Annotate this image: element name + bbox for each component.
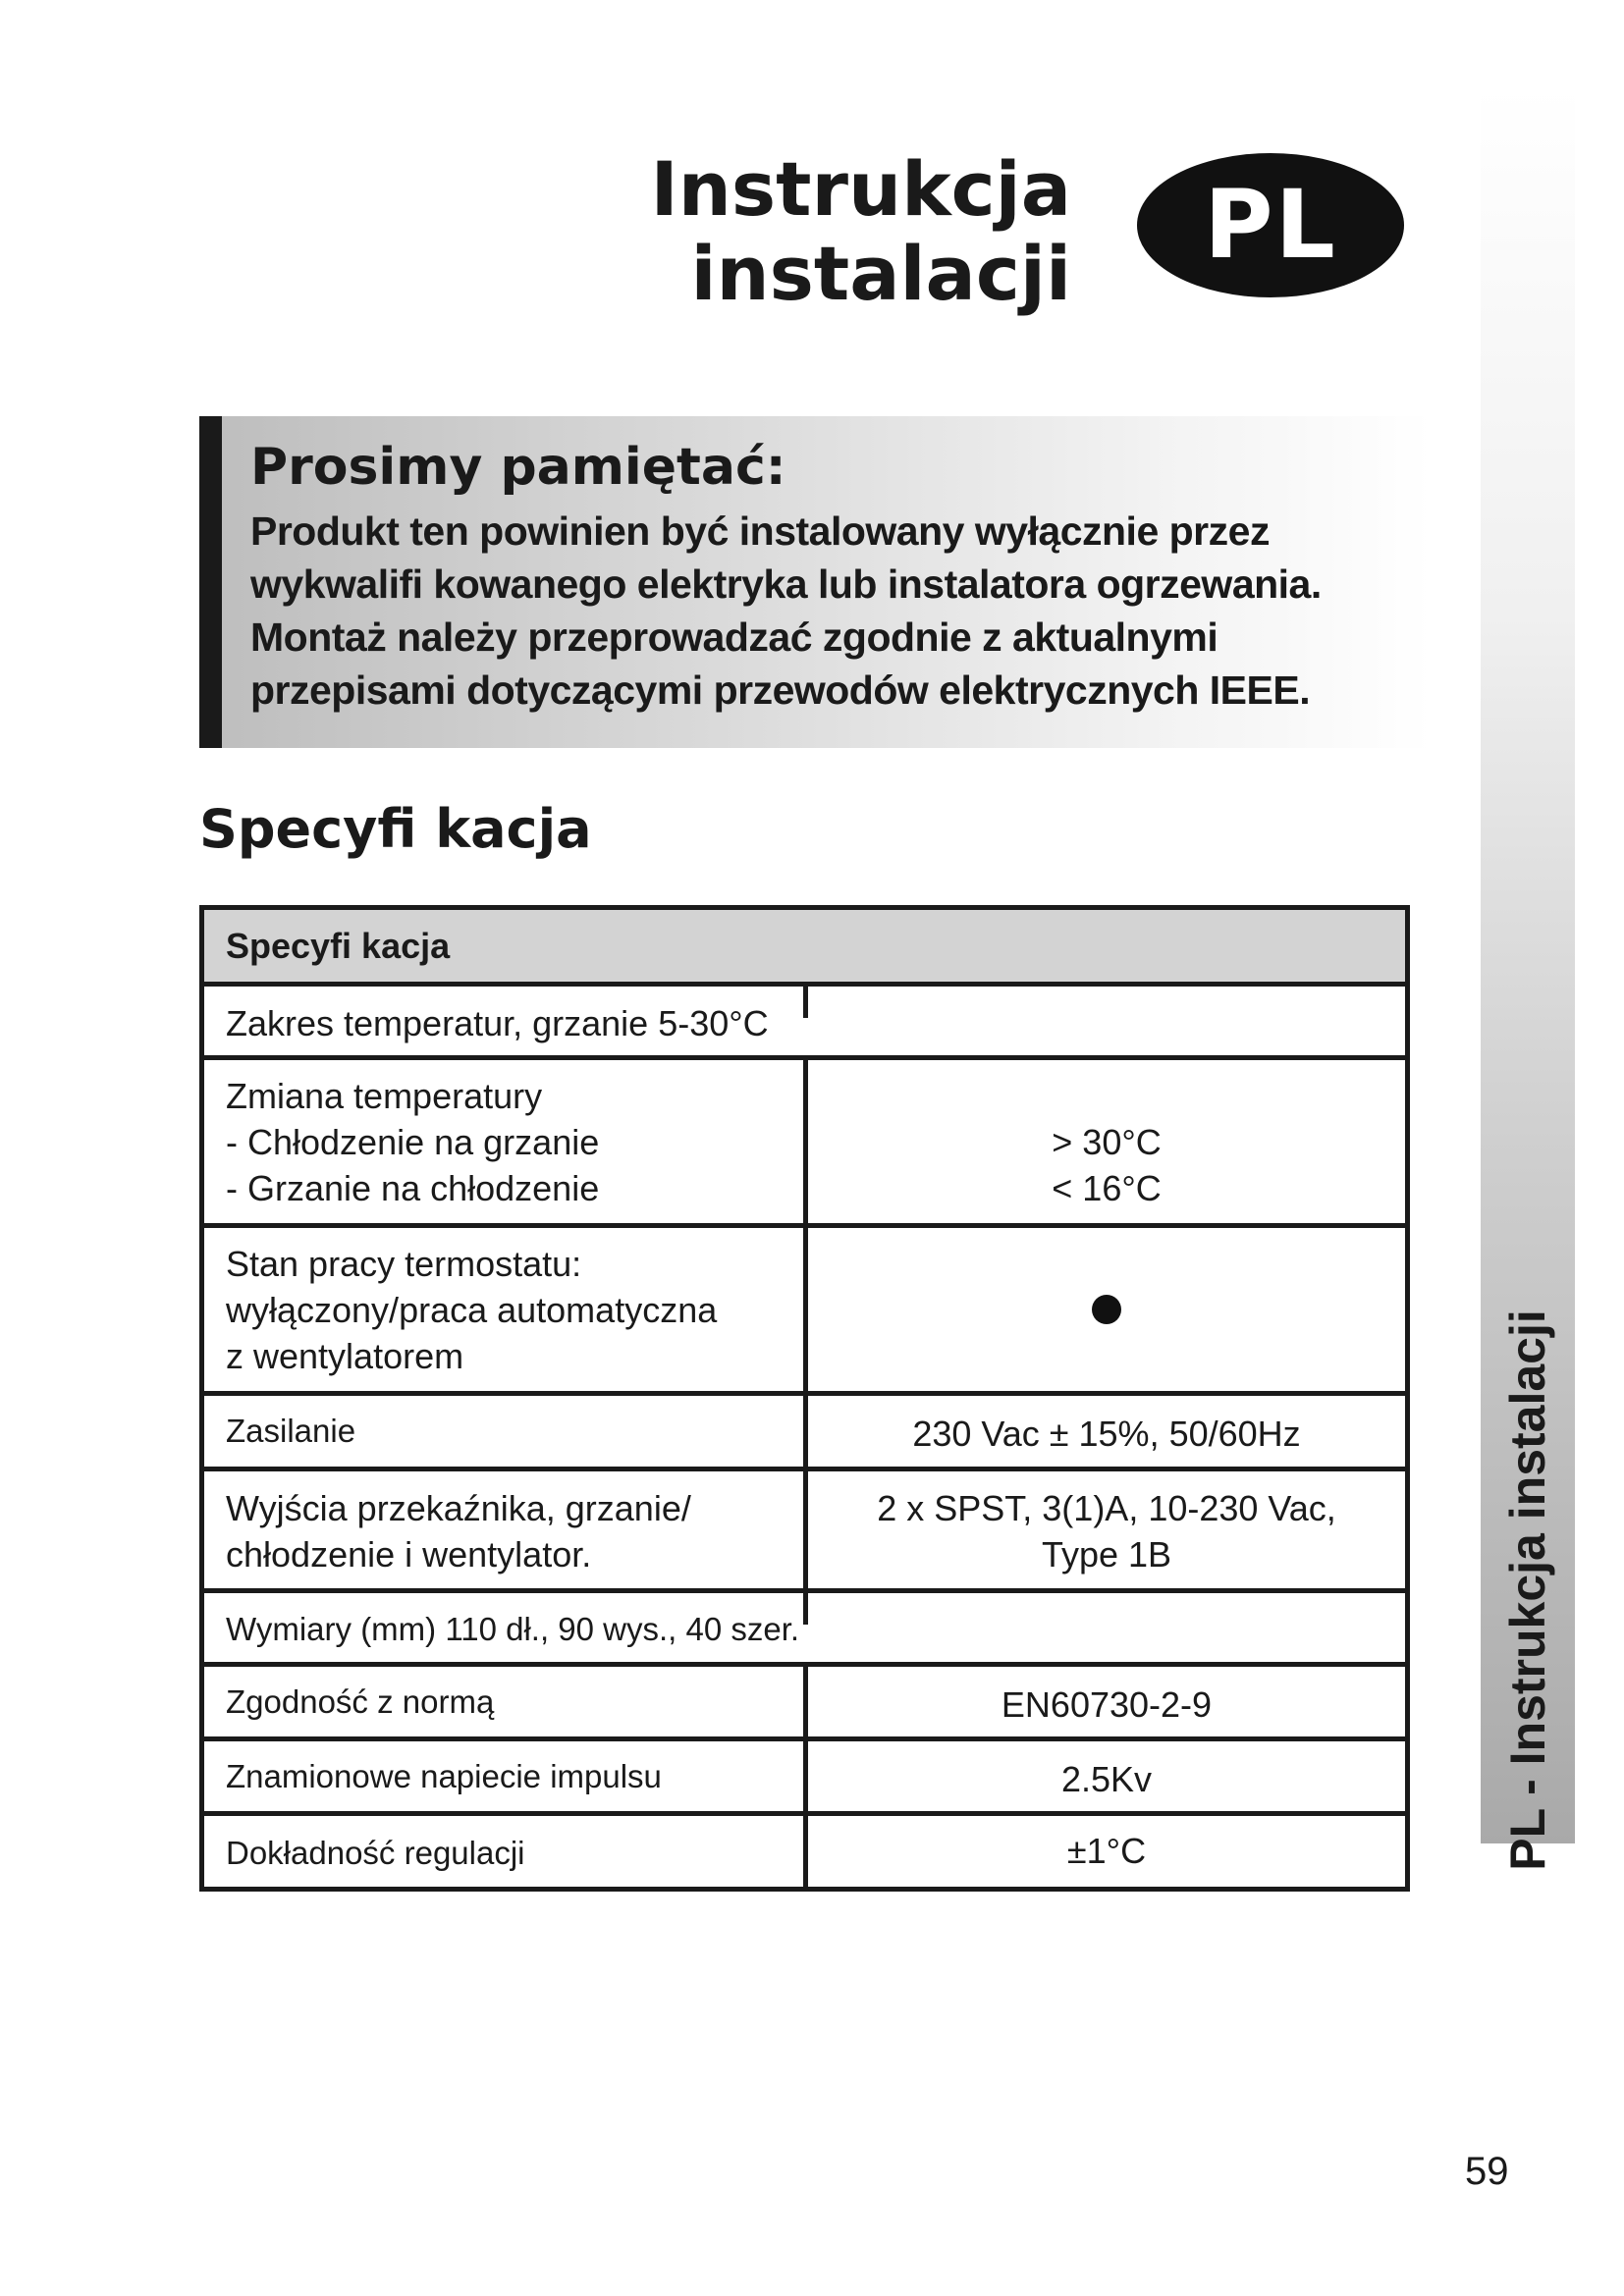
- table-cell-label: Dokładność regulacji: [226, 1835, 525, 1871]
- notice-line: wykwalifi kowanego elektryka lub instalatora ogrzewania.: [250, 561, 1322, 607]
- table-row: [204, 1467, 1405, 1588]
- label-line: Stan pracy termostatu:: [226, 1244, 582, 1284]
- value-line: 2 x SPST, 3(1)A, 10-230 Vac,: [877, 1488, 1336, 1528]
- column-divider: [803, 987, 808, 1018]
- language-badge: PL: [1137, 153, 1404, 297]
- table-cell-value: 230 Vac ± 15%, 50/60Hz: [912, 1414, 1301, 1454]
- table-cell-value: [808, 1485, 1405, 1577]
- table-row: [204, 1588, 1405, 1662]
- title-line-1: Instrukcja: [650, 145, 1071, 233]
- table-cell-label: Znamionowe napiecie impulsu: [226, 1758, 662, 1794]
- table-cell-value: ±1°C: [1066, 1831, 1147, 1871]
- column-divider: [803, 1593, 808, 1625]
- notice-box: [199, 416, 1432, 748]
- table-header-row: [204, 910, 1405, 982]
- label-line: - Grzanie na chłodzenie: [226, 1168, 600, 1208]
- value-line: Type 1B: [1041, 1534, 1172, 1575]
- table-row: [204, 982, 1405, 1055]
- table-header-label: Specyfi kacja: [226, 926, 451, 966]
- notice-line: Montaż należy przeprowadzać zgodnie z aktualnymi: [250, 614, 1218, 660]
- table-cell-value: 2.5Kv: [1060, 1759, 1153, 1799]
- notice-accent-bar: [199, 416, 222, 748]
- table-row: [204, 1055, 1405, 1223]
- table-cell-label: Wymiary (mm) 110 dł., 90 wys., 40 szer.: [226, 1611, 800, 1647]
- value-line: < 16°C: [1052, 1168, 1162, 1208]
- label-line: chłodzenie i wentylator.: [226, 1534, 592, 1575]
- table-row: [204, 1811, 1405, 1887]
- notice-body: [250, 505, 1429, 717]
- table-cell-value: EN60730-2-9: [1001, 1684, 1213, 1725]
- filled-dot-icon: [1092, 1295, 1121, 1324]
- value-line: > 30°C: [1052, 1122, 1162, 1162]
- notice-line: Produkt ten powinien być instalowany wyłącznie przez: [250, 508, 1270, 554]
- label-line: - Chłodzenie na grzanie: [226, 1122, 600, 1162]
- side-tab-label: PL - Instrukcja instalacji: [1500, 1309, 1555, 1871]
- table-cell-value: [808, 1119, 1405, 1211]
- section-heading: Specyfi kacja: [199, 798, 592, 860]
- label-line: z wentylatorem: [226, 1336, 464, 1376]
- table-row: [204, 1736, 1405, 1811]
- spec-table: [199, 905, 1410, 1892]
- table-cell-label: Zgodność z normą: [226, 1683, 495, 1720]
- label-line: wyłączony/praca automatyczna: [226, 1290, 718, 1330]
- page-title: [651, 147, 1071, 316]
- table-row: [204, 1662, 1405, 1736]
- table-row: [204, 1223, 1405, 1391]
- label-line: Wyjścia przekaźnika, grzanie/: [226, 1488, 691, 1528]
- table-cell-value: [808, 1295, 1405, 1329]
- notice-heading: Prosimy pamiętać:: [250, 438, 786, 497]
- table-cell-label: Zakres temperatur, grzanie 5-30°C: [226, 1003, 769, 1043]
- notice-line: przepisami dotyczącymi przewodów elektrycznych IEEE.: [250, 667, 1311, 713]
- table-cell-label: Zasilanie: [226, 1413, 356, 1449]
- page-number: 59: [1465, 2150, 1509, 2193]
- label-line: Zmiana temperatury: [226, 1076, 543, 1116]
- table-row: [204, 1391, 1405, 1467]
- title-line-2: instalacji: [690, 230, 1071, 317]
